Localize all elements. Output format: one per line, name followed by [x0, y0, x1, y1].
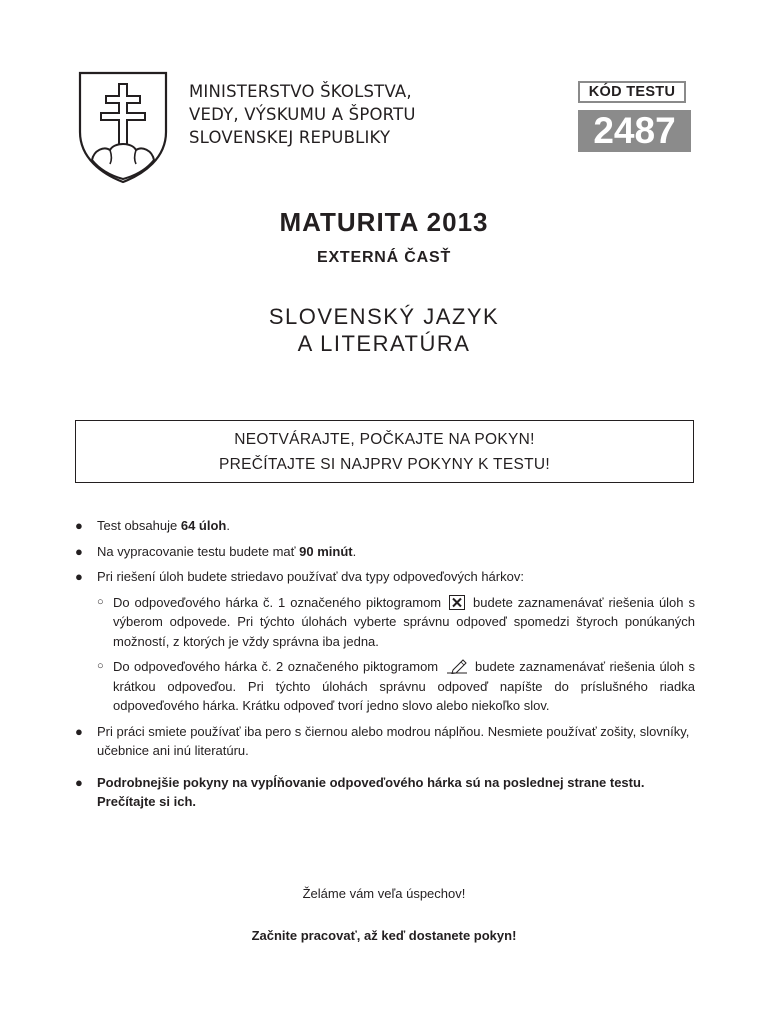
circle-bullet-icon: ○	[97, 595, 104, 608]
instructions-list	[75, 516, 695, 818]
notice-line-1: NEOTVÁRAJTE, POČKAJTE NA POKYN!	[234, 431, 535, 448]
ministry-name	[189, 80, 416, 149]
notice-box	[75, 420, 694, 483]
instruction-item: ● Test obsahuje 64 úloh.	[75, 516, 695, 536]
instruction-subitem: ○ Do odpoveďového hárka č. 1 označeného piktogramom budete zaznamenávať riešenia úloh s výberom odpovede. Pri týchto úlohách vyberte správnu odpoveď spomedzi štyroch ponúkaných možností, z ktorých je vždy správna iba jedna.	[97, 594, 695, 649]
subject-line-1: SLOVENSKÝ JAZYK	[268, 304, 500, 329]
test-code-value: 2487	[578, 110, 691, 152]
pen-icon	[446, 658, 468, 674]
slovak-coat-of-arms-icon	[76, 70, 170, 184]
instruction-item: ● Na vypracovanie testu budete mať 90 minút.	[75, 542, 695, 562]
ministry-line-1: MINISTERSTVO ŠKOLSTVA,	[189, 82, 412, 101]
good-luck-message: Želáme vám veľa úspechov!	[302, 886, 466, 901]
exam-subtitle: EXTERNÁ ČASŤ	[316, 249, 452, 266]
test-code-label: KÓD TESTU	[578, 81, 686, 103]
exam-title: MATURITA 2013	[279, 207, 489, 237]
instruction-item: ● Podrobnejšie pokyny na vypĺňovanie odpoveďového hárka sú na poslednej strane testu. Prečítajte si ich.	[75, 774, 645, 809]
bullet-icon: ●	[75, 543, 83, 559]
notice-line-2: PREČÍTAJTE SI NAJPRV POKYNY K TESTU!	[219, 456, 550, 473]
subject-line-2: A LITERATÚRA	[297, 331, 471, 356]
checkbox-x-icon	[449, 595, 465, 610]
instruction-subitem: ○ Do odpoveďového hárka č. 2 označeného piktogramom budete zaznamenávať riešenia úloh s krátkou odpoveďou. Pri týchto úlohách správnu odpoveď napíšte do príslušného riadka odpoveďového hárka. Krátku odpoveď tvorí jedno slovo alebo niekoľko slov.	[97, 659, 695, 713]
start-instruction: Začnite pracovať, až keď dostanete pokyn!	[251, 928, 517, 943]
instruction-item: ● Pri práci smiete používať iba pero s čiernou alebo modrou náplňou. Nesmiete používať zošity, slovníky, učebnice ani inú literatúru.	[75, 723, 690, 758]
bullet-icon: ●	[75, 723, 83, 739]
bullet-icon: ●	[75, 569, 83, 584]
bullet-icon: ●	[75, 774, 83, 790]
circle-bullet-icon: ○	[97, 660, 104, 672]
bullet-icon: ●	[75, 518, 83, 533]
subject-name	[0, 303, 768, 357]
ministry-line-3: SLOVENSKEJ REPUBLIKY	[189, 128, 391, 147]
ministry-line-2: VEDY, VÝSKUMU A ŠPORTU	[189, 105, 416, 124]
instruction-item: ● Pri riešení úloh budete striedavo používať dva typy odpoveďových hárkov:	[75, 567, 695, 587]
